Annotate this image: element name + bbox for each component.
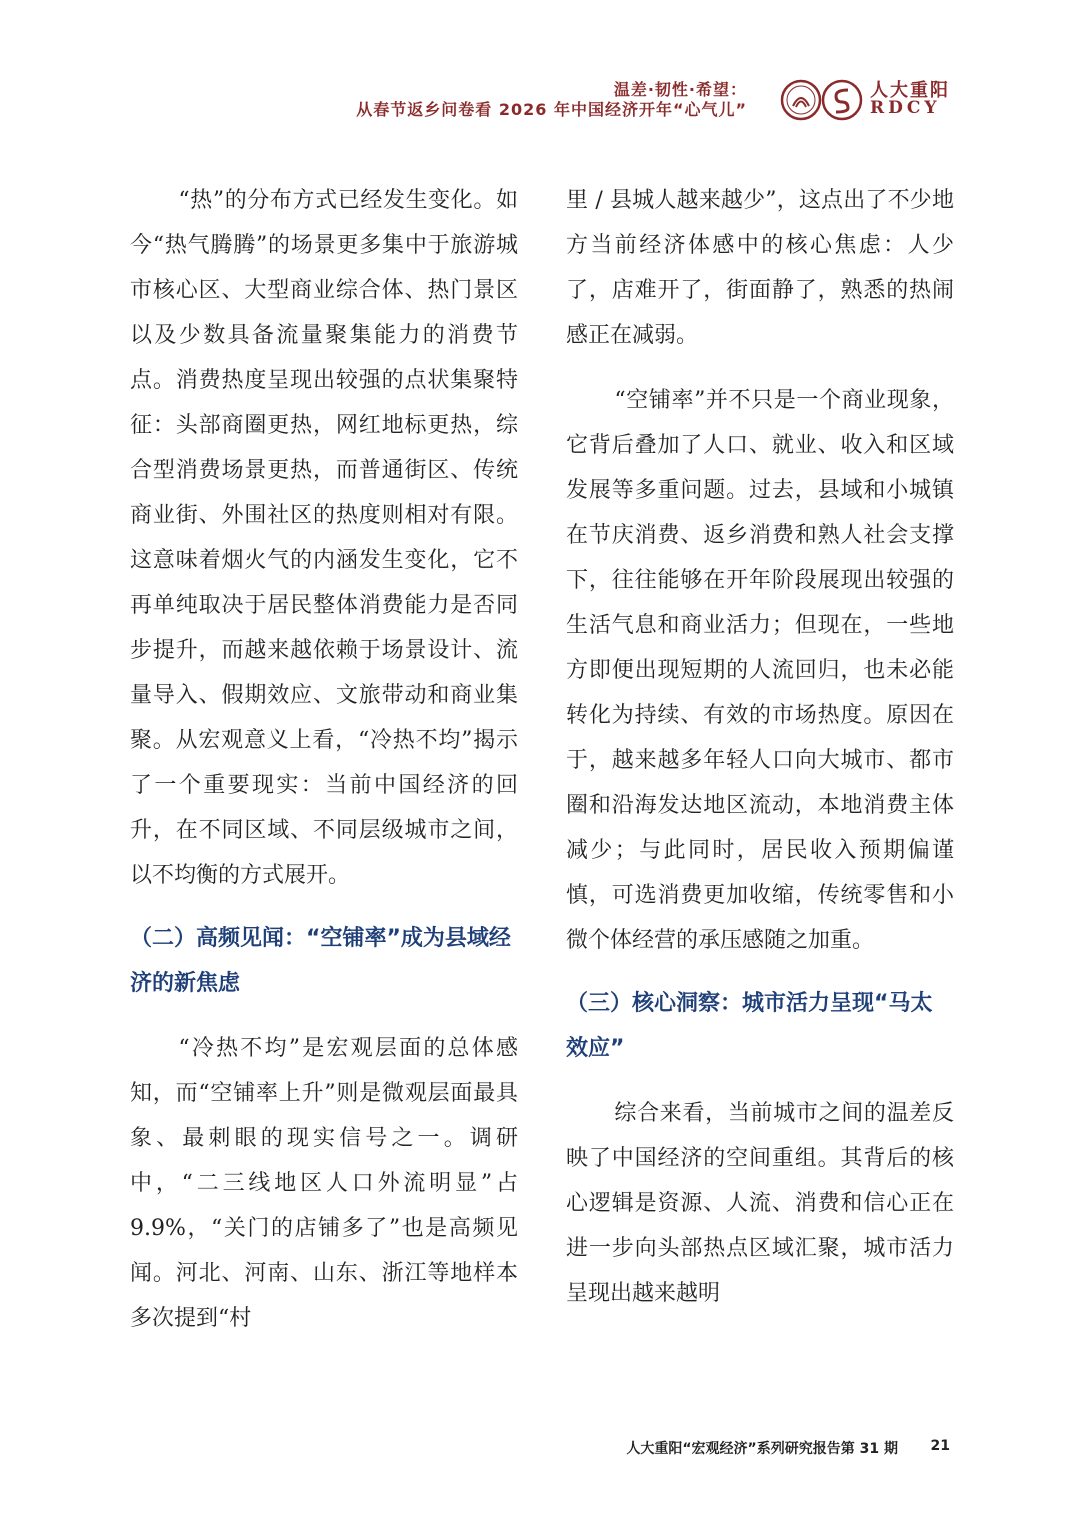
- left-paragraph-2: “冷热不均”是宏观层面的总体感知，而“空铺率上升”则是微观层面最具象、最刺眼的现实信号之一。调研中，“二三线地区人口外流明显”占 9.9%，“关门的店铺多了”也是高频见闻。河北、河南、山东、浙江等地样本多次提到“村: [130, 1036, 518, 1331]
- report-title-line2: 从春节返乡问卷看 2026 年中国经济开年“心气儿”: [356, 100, 747, 119]
- section-heading-3: （三）核心洞察：城市活力呈现“马太效应”: [566, 991, 933, 1061]
- report-title: [356, 80, 747, 120]
- right-column: [566, 178, 954, 1316]
- right-paragraph-2: “空铺率”并不只是一个商业现象，它背后叠加了人口、就业、收入和区域发展等多重问题。过去，县域和小城镇在节庆消费、返乡消费和熟人社会支撑下，往往能够在开年阶段展现出较强的生活气息和商业活力；但现在，一些地方即便出现短期的人流回归，也未必能转化为持续、有效的市场热度。原因在于，越来越多年轻人口向大城市、都市圈和沿海发达地区流动，本地消费主体减少；与此同时，居民收入预期偏谨慎，可选消费更加收缩，传统零售和小微个体经营的承压感随之加重。: [566, 388, 954, 953]
- section-heading-2: （二）高频见闻：“空铺率”成为县域经济的新焦虑: [130, 926, 511, 996]
- logo-chinese-name: 人大重阳: [870, 80, 950, 101]
- rdcy-logo: [780, 76, 960, 124]
- footer-series-title: 人大重阳“宏观经济”系列研究报告第 31 期: [626, 1441, 898, 1457]
- right-paragraph-1: 里 / 县城人越来越少”，这点出了不少地方当前经济体感中的核心焦虑：人少了，店难开了，街面静了，熟悉的热闹感正在减弱。: [566, 188, 954, 348]
- page-number: 21: [930, 1438, 950, 1454]
- left-column: [130, 178, 518, 1341]
- right-paragraph-3: 综合来看，当前城市之间的温差反映了中国经济的空间重组。其背后的核心逻辑是资源、人流、消费和信心正在进一步向头部热点区域汇聚，城市活力呈现出越来越明: [566, 1101, 954, 1306]
- rdcy-emblem-icon: [780, 76, 864, 124]
- logo-english-name: RDCY: [870, 98, 941, 118]
- left-paragraph-1: “热”的分布方式已经发生变化。如今“热气腾腾”的场景更多集中于旅游城市核心区、大型商业综合体、热门景区以及少数具备流量聚集能力的消费节点。消费热度呈现出较强的点状集聚特征：头部商圈更热，网红地标更热，综合型消费场景更热，而普通街区、传统商业街、外围社区的热度则相对有限。这意味着烟火气的内涵发生变化，它不再单纯取决于居民整体消费能力是否同步提升，而越来越依赖于场景设计、流量导入、假期效应、文旅带动和商业集聚。从宏观意义上看，“冷热不均”揭示了一个重要现实：当前中国经济的回升，在不同区域、不同层级城市之间，以不均衡的方式展开。: [130, 188, 518, 888]
- report-title-line1: 温差·韧性·希望：: [613, 80, 747, 99]
